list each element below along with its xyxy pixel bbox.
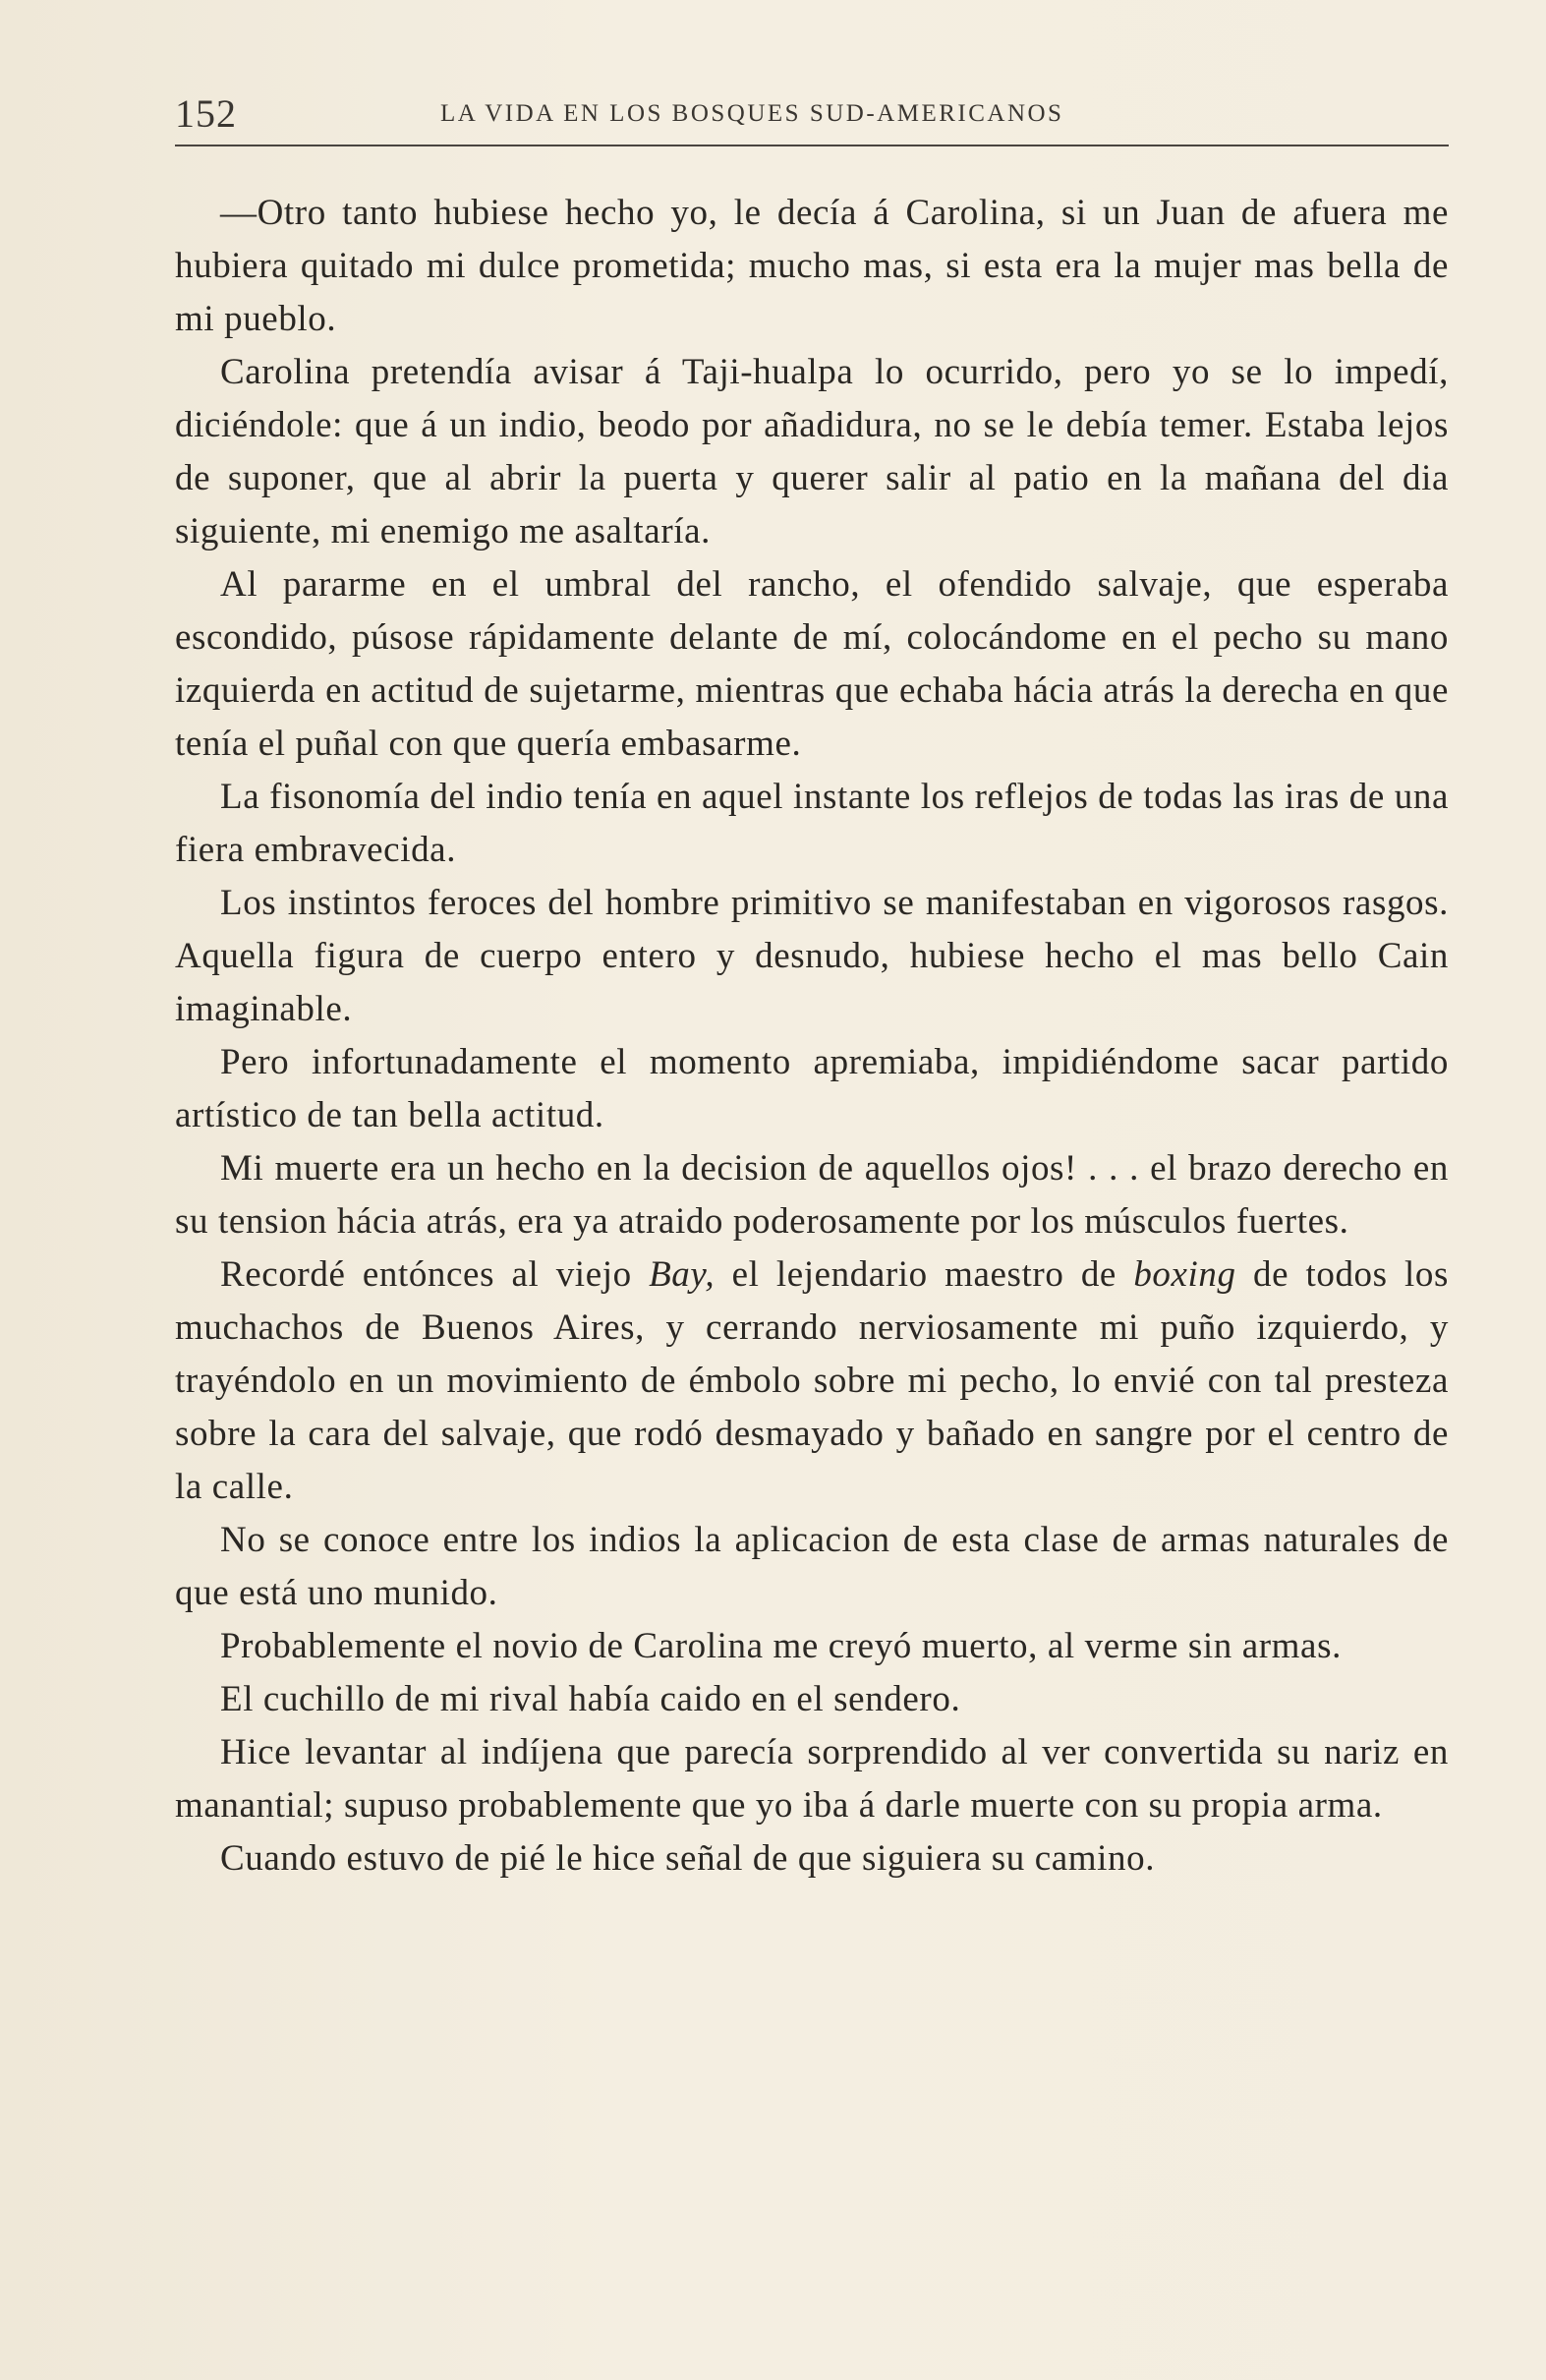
italic-term: boxing — [1133, 1254, 1236, 1295]
header-rule — [175, 145, 1449, 146]
paragraph: No se conoce entre los indios la aplicacion de esta clase de armas naturales de que está uno munido. — [175, 1520, 1449, 1613]
paragraph: Los instintos feroces del hombre primitivo se manifestaban en vigorosos rasgos. Aquella figura de cuerpo entero y desnudo, hubiese hecho el mas bello Cain imaginable. — [175, 883, 1449, 1029]
running-head — [175, 90, 1449, 140]
italic-name: Bay, — [649, 1254, 716, 1295]
paragraph: Cuando estuvo de pié le hice señal de que siguiera su camino. — [220, 1838, 1156, 1879]
paragraph: Carolina pretendía avisar á Taji-hualpa lo ocurrido, pero yo se lo impedí, diciéndole: que á un indio, beodo por añadidura, no se le debía temer. Estaba lejos de suponer, que al abrir la puerta y querer salir al patio en la mañana del dia siguiente, mi enemigo me asaltaría. — [175, 352, 1449, 551]
paragraph: Hice levantar al indíjena que parecía sorprendido al ver convertida su nariz en manantial; supuso probablemente que yo iba á darle muerte con su propia arma. — [175, 1732, 1449, 1826]
body-text — [175, 187, 1449, 1886]
paragraph-with-italics — [175, 1248, 1449, 1514]
paragraph: Probablemente el novio de Carolina me creyó muerto, al verme sin armas. — [220, 1626, 1342, 1666]
paragraph: —Otro tanto hubiese hecho yo, le decía á Carolina, si un Juan de afuera me hubiera quitado mi dulce prometida; mucho mas, si esta era la mujer mas bella de mi pueblo. — [175, 193, 1449, 339]
paragraph: El cuchillo de mi rival había caido en el sendero. — [220, 1679, 961, 1719]
page-number: 152 — [175, 91, 237, 136]
paragraph-text: el lejendario maestro de — [715, 1254, 1134, 1295]
paragraph: Al pararme en el umbral del rancho, el ofendido salvaje, que esperaba escondido, púsose rápidamente delante de mí, colocándome en el pecho su mano izquierda en actitud de sujetarme, mientras que echaba hácia atrás la derecha en que tenía el puñal con que quería embasarme. — [175, 564, 1449, 764]
paragraph-text: de todos los muchachos de Buenos Aires, y cerrando nerviosamente mi puño izquierdo, y trayéndolo en un movimiento de émbolo sobre mi pecho, lo envié con tal presteza sobre la cara del salvaje, que rodó desmayado y bañado en sangre por el centro de la calle. — [175, 1254, 1449, 1507]
paragraph: Mi muerte era un hecho en la decision de aquellos ojos! . . . el brazo derecho en su tension hácia atrás, era ya atraido poderosamente por los músculos fuertes. — [175, 1148, 1449, 1242]
paragraph: Pero infortunadamente el momento apremiaba, impidiéndome sacar partido artístico de tan bella actitud. — [175, 1042, 1449, 1135]
running-title: LA VIDA EN LOS BOSQUES SUD-AMERICANOS — [440, 100, 1064, 127]
paragraph: La fisonomía del indio tenía en aquel instante los reflejos de todas las iras de una fiera embravecida. — [175, 777, 1449, 870]
paragraph-text: Recordé entónces al viejo — [220, 1254, 650, 1295]
